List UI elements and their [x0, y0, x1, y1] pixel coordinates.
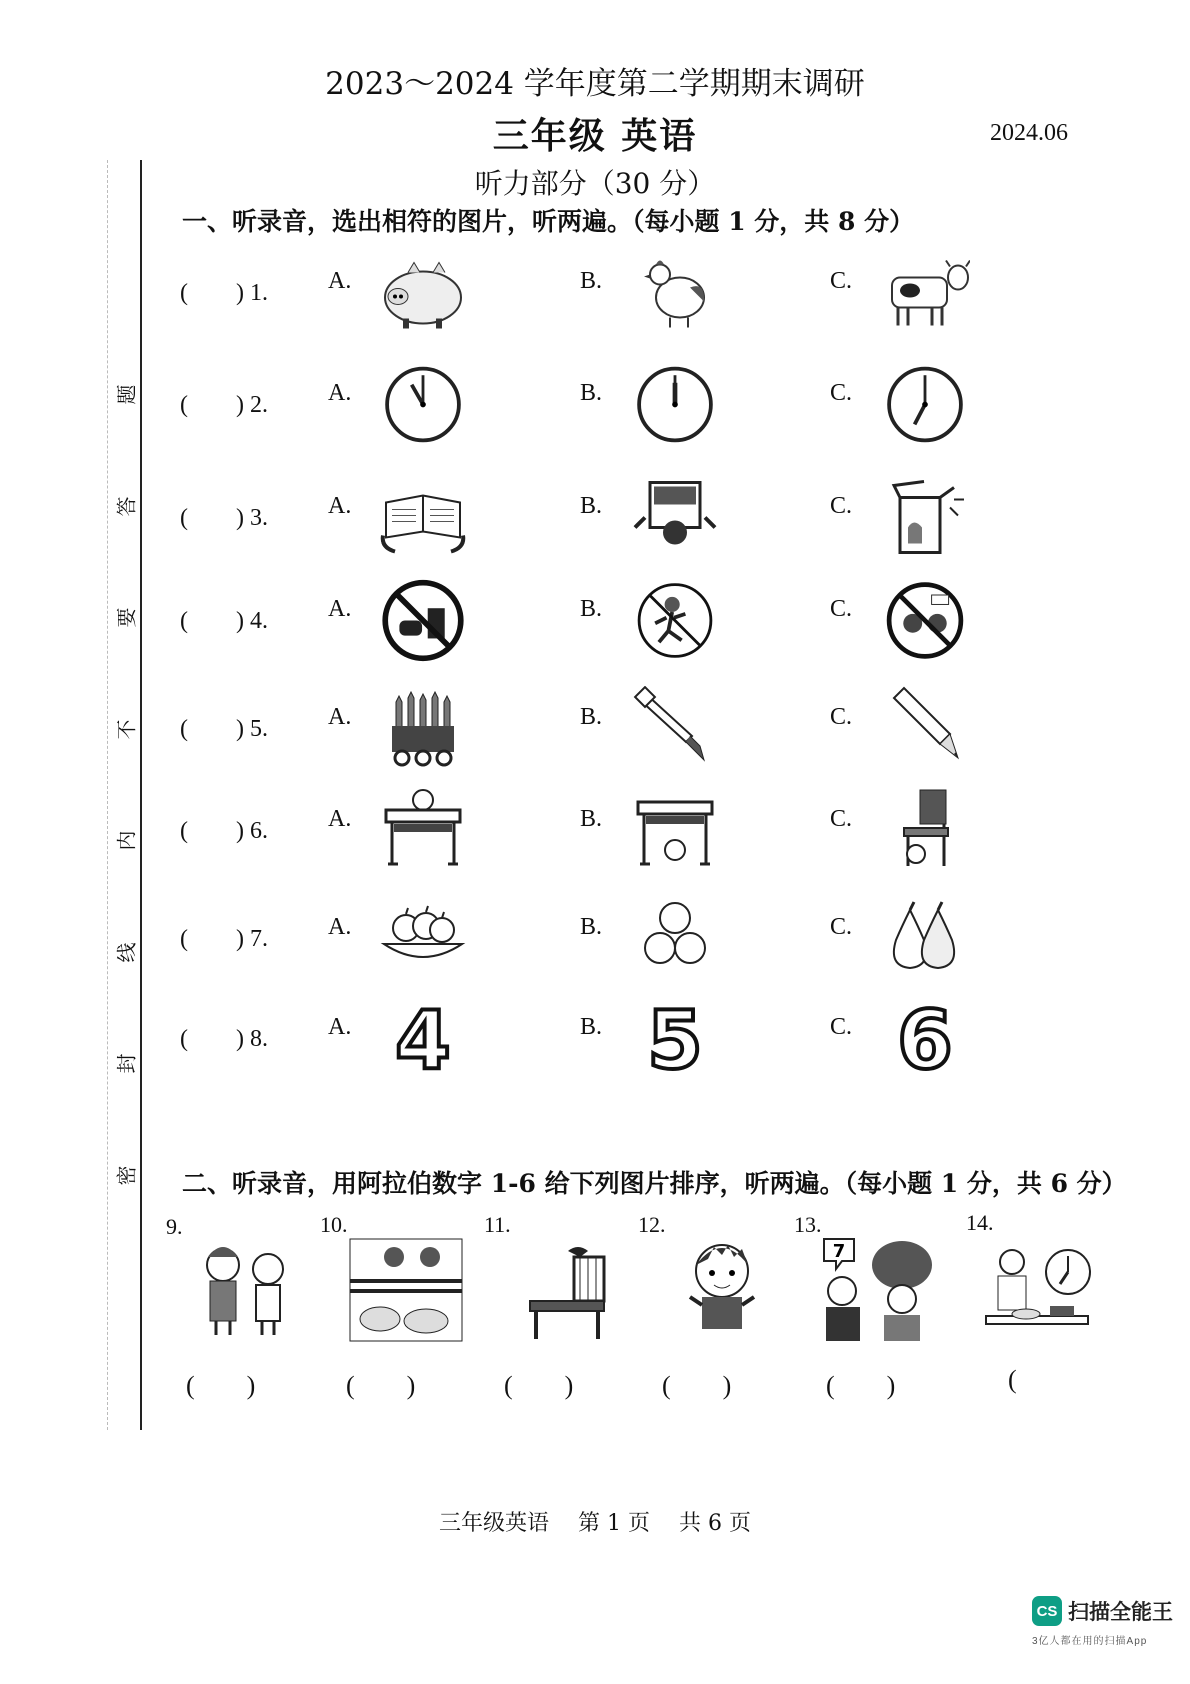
- option-label: A.: [328, 596, 352, 622]
- hen-icon[interactable]: [630, 250, 720, 335]
- item-number: 10.: [320, 1212, 348, 1237]
- question-row-5: [180, 686, 1060, 766]
- answer-blank[interactable]: (: [1008, 1365, 1017, 1394]
- open-window-icon[interactable]: [630, 475, 720, 560]
- farm-pigs-icon[interactable]: [346, 1235, 466, 1345]
- item-number: 11.: [484, 1212, 511, 1237]
- option-label: A.: [328, 914, 352, 940]
- people-talking-icon[interactable]: [816, 1235, 936, 1345]
- exam-date: 2024.06: [990, 120, 1068, 146]
- digit-label: 5: [647, 996, 703, 1081]
- seal-char: 密: [114, 1165, 139, 1186]
- answer-blank[interactable]: ( ): [662, 1371, 732, 1400]
- cs-tagline: 3亿人都在用的扫描App: [1032, 1636, 1148, 1647]
- seal-char: 答: [114, 496, 139, 517]
- exam-title: 2023～2024 学年度第二学期期末调研: [325, 66, 865, 102]
- seal-char: 封: [114, 1053, 139, 1074]
- option-label: A.: [328, 806, 352, 832]
- question-row-7: [180, 896, 1060, 976]
- answer-blank[interactable]: ( ): [504, 1371, 574, 1400]
- seal-char: 要: [114, 607, 139, 628]
- question-row-2: [180, 362, 1060, 442]
- pen-icon[interactable]: [630, 686, 720, 771]
- option-label: B.: [580, 1014, 603, 1040]
- seal-char: 不: [114, 719, 139, 740]
- number-4-icon[interactable]: [378, 996, 468, 1081]
- option-label: B.: [580, 493, 603, 519]
- seal-char: 内: [114, 830, 139, 851]
- option-label: A.: [328, 704, 352, 730]
- option-label: B.: [580, 914, 603, 940]
- part-heading: 听力部分（30 分）: [474, 167, 716, 200]
- option-label: C.: [830, 1014, 853, 1040]
- exam-subject: 三年级 英语: [492, 115, 698, 157]
- seal-text: [110, 380, 140, 1190]
- pig-icon[interactable]: [378, 250, 468, 335]
- option-label: C.: [830, 596, 853, 622]
- cs-app-name: 扫描全能王: [1068, 1601, 1173, 1624]
- crayons-icon[interactable]: [378, 686, 468, 771]
- question-number[interactable]: ( ) 7.: [180, 926, 268, 952]
- grandparents-icon[interactable]: [188, 1235, 308, 1345]
- digit-label: 6: [897, 996, 953, 1081]
- option-label: B.: [580, 268, 603, 294]
- answer-blank[interactable]: ( ): [346, 1371, 416, 1400]
- ball-on-desk-icon[interactable]: [378, 788, 468, 873]
- option-label: A.: [328, 380, 352, 406]
- breakfast-clock-icon[interactable]: [982, 1232, 1092, 1342]
- no-running-icon[interactable]: [630, 578, 720, 663]
- question-row-3: [180, 475, 1060, 555]
- option-label: C.: [830, 493, 853, 519]
- bird-on-chair-icon[interactable]: [508, 1235, 628, 1345]
- question-number[interactable]: ( ) 6.: [180, 818, 268, 844]
- question-number[interactable]: ( ) 8.: [180, 1026, 268, 1052]
- number-6-icon[interactable]: [880, 996, 970, 1081]
- ball-under-desk-icon[interactable]: [630, 788, 720, 873]
- option-label: C.: [830, 380, 853, 406]
- option-label: C.: [830, 914, 853, 940]
- answer-blank[interactable]: ( ): [186, 1371, 256, 1400]
- option-label: C.: [830, 704, 853, 730]
- pears-icon[interactable]: [880, 896, 970, 981]
- option-label: A.: [328, 268, 352, 294]
- digit-label: 4: [395, 996, 451, 1081]
- item-number: 12.: [638, 1212, 666, 1237]
- question-number[interactable]: ( ) 1.: [180, 280, 268, 306]
- oranges-icon[interactable]: [630, 896, 720, 981]
- boy-icon[interactable]: [662, 1235, 782, 1345]
- item-number: 13.: [794, 1212, 822, 1237]
- question-row-1: [180, 250, 1060, 330]
- item-number: 14.: [966, 1210, 994, 1235]
- seal-char: 线: [114, 942, 139, 963]
- option-label: A.: [328, 1014, 352, 1040]
- seal-line: [140, 160, 142, 1430]
- ball-under-chair-icon[interactable]: [880, 788, 970, 873]
- open-box-icon[interactable]: [880, 475, 970, 560]
- clock-12-icon[interactable]: [630, 362, 720, 447]
- option-label: B.: [580, 596, 603, 622]
- apples-icon[interactable]: [378, 896, 468, 981]
- option-label: B.: [580, 704, 603, 730]
- seal-dashed-line: [107, 160, 108, 1430]
- clock-7-icon[interactable]: [880, 362, 970, 447]
- no-talking-icon[interactable]: [880, 578, 970, 663]
- section1-heading: 一、听录音，选出相符的图片，听两遍。（每小题 1 分，共 8 分）: [182, 207, 915, 236]
- option-label: C.: [830, 268, 853, 294]
- svg-text:7: 7: [832, 1241, 846, 1262]
- answer-blank[interactable]: ( ): [826, 1371, 896, 1400]
- question-number[interactable]: ( ) 5.: [180, 716, 268, 742]
- open-book-icon[interactable]: [378, 475, 468, 560]
- question-number[interactable]: ( ) 2.: [180, 392, 268, 418]
- question-row-6: [180, 788, 1060, 868]
- cs-badge: CS: [1032, 1596, 1062, 1626]
- option-label: B.: [580, 380, 603, 406]
- cow-icon[interactable]: [880, 250, 970, 335]
- option-label: B.: [580, 806, 603, 832]
- camscanner-logo: [1032, 1596, 1173, 1626]
- question-row-8: [180, 996, 1060, 1081]
- pencil-icon[interactable]: [880, 686, 970, 771]
- seal-char: 题: [114, 384, 139, 405]
- number-5-icon[interactable]: [630, 996, 720, 1081]
- section2-heading: 二、听录音，用阿拉伯数字 1-6 给下列图片排序，听两遍。（每小题 1 分，共 6 分）: [182, 1169, 1127, 1198]
- question-row-4: [180, 578, 1060, 658]
- clock-11-icon[interactable]: [378, 362, 468, 447]
- option-label: C.: [830, 806, 853, 832]
- no-eating-icon[interactable]: [378, 578, 468, 663]
- item-number: 9.: [166, 1214, 183, 1239]
- page-footer: 三年级英语 第 1 页 共 6 页: [439, 1511, 751, 1536]
- question-number[interactable]: ( ) 4.: [180, 608, 268, 634]
- option-label: A.: [328, 493, 352, 519]
- question-number[interactable]: ( ) 3.: [180, 505, 268, 531]
